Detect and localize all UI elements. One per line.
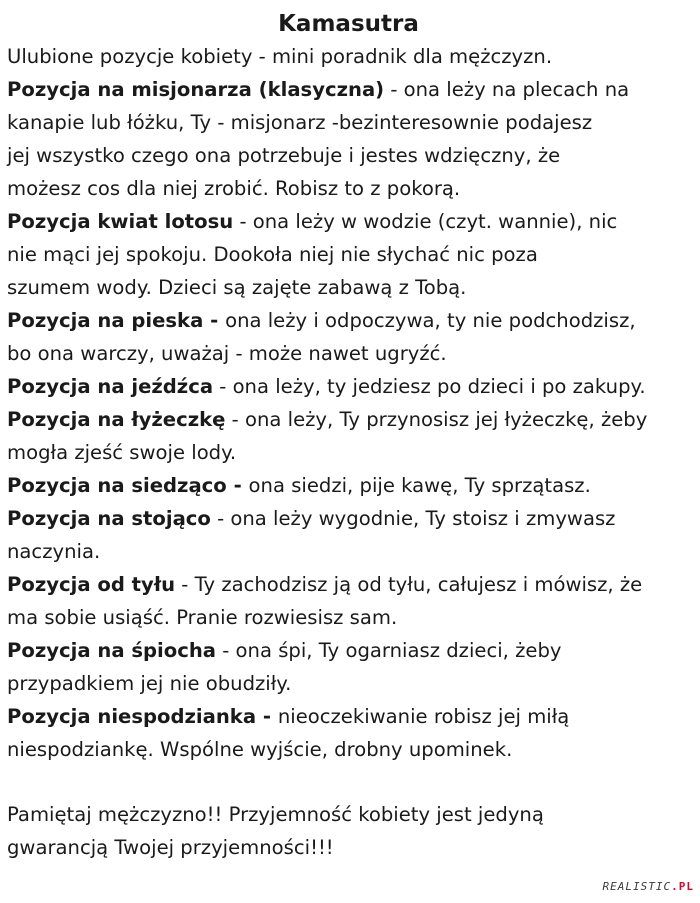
position-continuation: naczynia. [7,540,101,563]
position-description: - ona leży na plecach na [384,78,630,101]
position-continuation: możesz cos dla niej zrobić. Robisz to z pokorą. [7,177,461,200]
position-description: - ona leży wygodnie, Ty stoisz i zmywasz [210,507,616,530]
position-name: Pozycja na stojąco [7,507,211,530]
paragraph-spacer [7,766,700,798]
position-description: - ona leży, ty jedziesz po dzieci i po zakupy. [213,375,646,398]
position-continuation: mogła zjeść swoje lody. [7,441,237,464]
position-name: Pozycja na śpiocha [7,639,217,662]
watermark-main-text: REALISTIC [602,880,672,893]
page-title: Kamasutra [278,11,419,37]
position-name: Pozycja na łyżeczkę [7,408,226,431]
position-entry-pieska [7,304,700,370]
position-name: Pozycja na misjonarza (klasyczna) [7,78,385,101]
closing-line: gwarancją Twojej przyjemności!!! [7,836,334,859]
position-continuation: szumem wody. Dzieci są zajęte zabawą z Tobą. [7,276,467,299]
position-continuation: niespodziankę. Wspólne wyjście, drobny upominek. [7,738,513,761]
position-name: Pozycja na pieska - [7,309,226,332]
position-entry-misjonarz [7,73,700,205]
position-name: Pozycja niespodzianka - [7,705,278,728]
closing-paragraph [7,798,700,864]
position-description: - Ty zachodzisz ją od tyłu, całujesz i mówisz, że [175,573,643,596]
site-watermark [603,880,694,893]
position-continuation: ma sobie usiąść. Pranie rozwiesisz sam. [7,606,398,629]
position-description: - ona leży, Ty przynosisz jej łyżeczkę, żeby [225,408,648,431]
position-name: Pozycja od tyłu [7,573,176,596]
position-continuation: przypadkiem jej nie obudziły. [7,672,292,695]
position-name: Pozycja kwiat lotosu [7,210,234,233]
position-description: - ona leży w wodzie (czyt. wannie), nic [233,210,618,233]
position-continuation: nie mąci jej spokoju. Dookoła niej nie słychać nic poza [7,243,538,266]
position-entry-od-tylu [7,568,700,634]
position-entry-jezdzca [7,370,700,403]
watermark-suffix-text: .PL [671,880,694,893]
position-entry-lyzeczke [7,403,700,469]
position-entry-siedzaco [7,469,700,502]
document-body [7,40,700,864]
position-entry-spiocha [7,634,700,700]
position-name: Pozycja na siedząco - [7,474,249,497]
position-name: Pozycja na jeźdźca [7,375,214,398]
closing-line: Pamiętaj mężczyzno!! Przyjemność kobiety jest jedyną [7,803,544,826]
position-entry-stojaco [7,502,700,568]
intro-line: Ulubione pozycje kobiety - mini poradnik dla mężczyzn. [7,45,553,68]
position-continuation: kanapie lub łóżku, Ty - misjonarz -bezinteresownie podajesz [7,111,593,134]
position-entry-niespodzianka [7,700,700,766]
position-description: - ona śpi, Ty ogarniasz dzieci, żeby [216,639,562,662]
position-entry-lotos [7,205,700,304]
position-description: ona siedzi, pije kawę, Ty sprzątasz. [248,474,591,497]
position-continuation: bo ona warczy, uważaj - może nawet ugryźć. [7,342,447,365]
position-description: nieoczekiwanie robisz jej miłą [277,705,570,728]
position-continuation: jej wszystko czego ona potrzebuje i jestes wdzięczny, że [7,144,561,167]
position-description: ona leży i odpoczywa, ty nie podchodzisz, [225,309,636,332]
